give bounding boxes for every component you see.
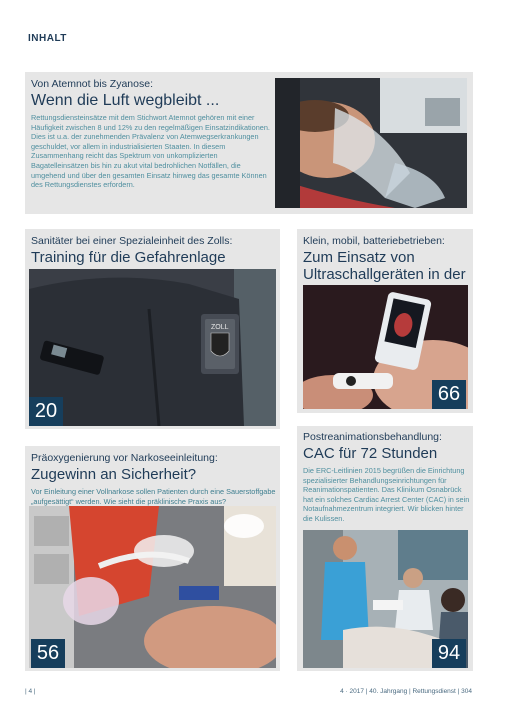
section-label: INHALT bbox=[28, 33, 67, 44]
article-kicker: Von Atemnot bis Zyanose: bbox=[31, 78, 153, 90]
article-title[interactable]: Training für die Gefahrenlage bbox=[31, 249, 226, 266]
article-title[interactable]: Zum Einsatz von Ultraschallgeräten in der bbox=[303, 249, 466, 283]
article-title[interactable]: Zugewinn an Sicherheit? bbox=[31, 466, 197, 483]
article-card-atemnot[interactable] bbox=[25, 72, 473, 214]
article-teaser: Die ERC-Leitlinien 2015 begrüßen die Einrichtung spezialisierter Behandlungseinrichtungen für Reanimationspatienten. Das Klinikum Osnabrück hat ein solches Cardiac Arrest Center (CAC) in sein Notaufnahmezentrum integriert. Wir blicken hinter die Kulissen. bbox=[303, 466, 470, 523]
article-teaser: Rettungsdiensteinsätze mit dem Stichwort Atemnot gehören mit einer Häufigkeit zwischen 8 und 12% zu den regelmäßigen Einsatzindikationen. Dies ist u.a. der zunehmenden Prävalenz von Atemwegserkrankungen geschuldet, vor allem in industrialisierten Staaten. In diesem Zusammenhang reicht das Spektrum von unkomplizierten Bagatelleinsätzen bis hin zu akut vital bedrohlichen Notfällen, die umgehend und über den gesamten Einsatz hinweg das gesamte Können des Rettungsdienstes erfordern. bbox=[31, 113, 270, 190]
article-photo-bag-mask bbox=[29, 506, 276, 668]
article-card-ultraschall[interactable] bbox=[297, 229, 473, 413]
article-title[interactable]: CAC für 72 Stunden bbox=[303, 445, 438, 462]
article-kicker: Postreanimationsbehandlung: bbox=[303, 431, 442, 443]
page-number-badge[interactable]: 20 bbox=[29, 397, 63, 426]
article-photo-oxygen-mask bbox=[275, 78, 467, 208]
article-title[interactable]: Wenn die Luft wegbleibt ... bbox=[31, 92, 220, 109]
zoll-patch-text: ZOLL bbox=[211, 324, 229, 331]
article-card-cac[interactable] bbox=[297, 426, 473, 671]
article-kicker: Klein, mobil, batteriebetrieben: bbox=[303, 235, 445, 247]
article-card-zoll[interactable] bbox=[25, 229, 280, 429]
page-number-badge[interactable]: 56 bbox=[31, 639, 65, 668]
footer-issue-info: 4 · 2017 | 40. Jahrgang | Rettungsdienst | 304 bbox=[340, 688, 472, 695]
page-number-badge[interactable]: 66 bbox=[432, 380, 466, 409]
article-kicker: Präoxygenierung vor Narkoseeinleitung: bbox=[31, 452, 218, 464]
article-teaser: Vor Einleitung einer Vollnarkose sollen Patienten durch eine Sauerstoffgabe „aufgesättigt“ werden. Wie sieht die präklinische Praxis aus? bbox=[31, 487, 276, 506]
article-photo-customs-medic bbox=[29, 269, 276, 426]
article-card-praeoxygenierung[interactable] bbox=[25, 446, 280, 671]
page-number-badge[interactable]: 94 bbox=[432, 639, 466, 668]
footer-page-number: | 4 | bbox=[25, 688, 36, 695]
article-kicker: Sanitäter bei einer Spezialeinheit des Zolls: bbox=[31, 235, 233, 247]
